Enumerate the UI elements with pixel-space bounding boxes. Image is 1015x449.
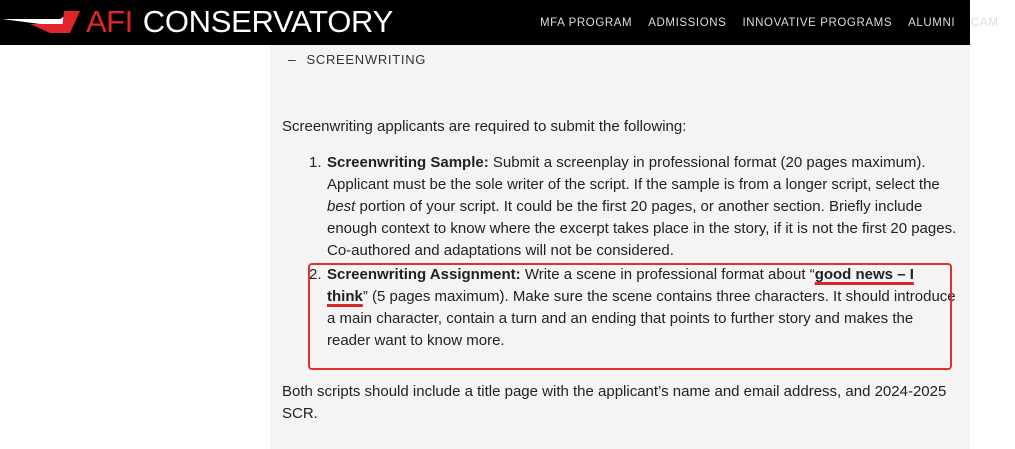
list-item bbox=[282, 152, 957, 262]
item-label: Screenwriting Assignment: bbox=[327, 266, 521, 283]
section-toggle[interactable] bbox=[288, 51, 426, 67]
nav-innovative-programs[interactable]: INNOVATIVE PROGRAMS bbox=[742, 16, 893, 29]
intro-text: Screenwriting applicants are required to submit the following: bbox=[282, 118, 687, 135]
collapse-icon: – bbox=[288, 51, 297, 67]
highlighted-topic: good news – I think bbox=[327, 266, 914, 305]
left-margin bbox=[0, 45, 270, 449]
screenwriting-panel bbox=[270, 45, 970, 449]
outro-text: Both scripts should include a title page with the applicant’s name and email address, and 2024-2025 SCR. bbox=[282, 383, 947, 422]
requirements-list bbox=[282, 152, 957, 352]
afi-wing-logo-icon bbox=[0, 7, 92, 37]
main-nav bbox=[540, 0, 1015, 45]
afi-conservatory-logo[interactable] bbox=[0, 4, 393, 40]
item-text: portion of your script. It could be the first 20 pages, or another section. Briefly include enough context to know where the excerpt takes place in the story, if it is not the first 20 pages. Co-authored and adaptations will not be considered. bbox=[327, 198, 957, 259]
item-number: 1. bbox=[309, 154, 322, 171]
nav-mfa-program[interactable]: MFA PROGRAM bbox=[540, 16, 633, 29]
nav-alumni[interactable]: ALUMNI bbox=[908, 16, 956, 29]
item-text: Submit a screenplay in professional format (20 pages maximum). Applicant must be the sole writer of the script. If the sample is from a longer script, select the bbox=[327, 154, 940, 193]
nav-admissions[interactable]: ADMISSIONS bbox=[648, 16, 727, 29]
item-emphasis: best bbox=[327, 198, 356, 215]
nav-campus[interactable]: CAM bbox=[971, 16, 999, 29]
item-label: Screenwriting Sample: bbox=[327, 154, 489, 171]
logo-afi-text: AFI bbox=[86, 4, 133, 39]
logo-conservatory-text: CONSERVATORY bbox=[142, 4, 393, 39]
site-header bbox=[0, 0, 999, 45]
item-text: Write a scene in professional format about “ bbox=[520, 266, 815, 283]
item-text: ” (5 pages maximum). Make sure the scene contains three characters. It should introduce a main character, contain a turn and an ending that points to further story and makes the reader want to know more. bbox=[327, 288, 956, 349]
item-number: 2. bbox=[309, 266, 322, 283]
section-title: SCREENWRITING bbox=[306, 51, 427, 67]
list-item bbox=[282, 264, 957, 352]
